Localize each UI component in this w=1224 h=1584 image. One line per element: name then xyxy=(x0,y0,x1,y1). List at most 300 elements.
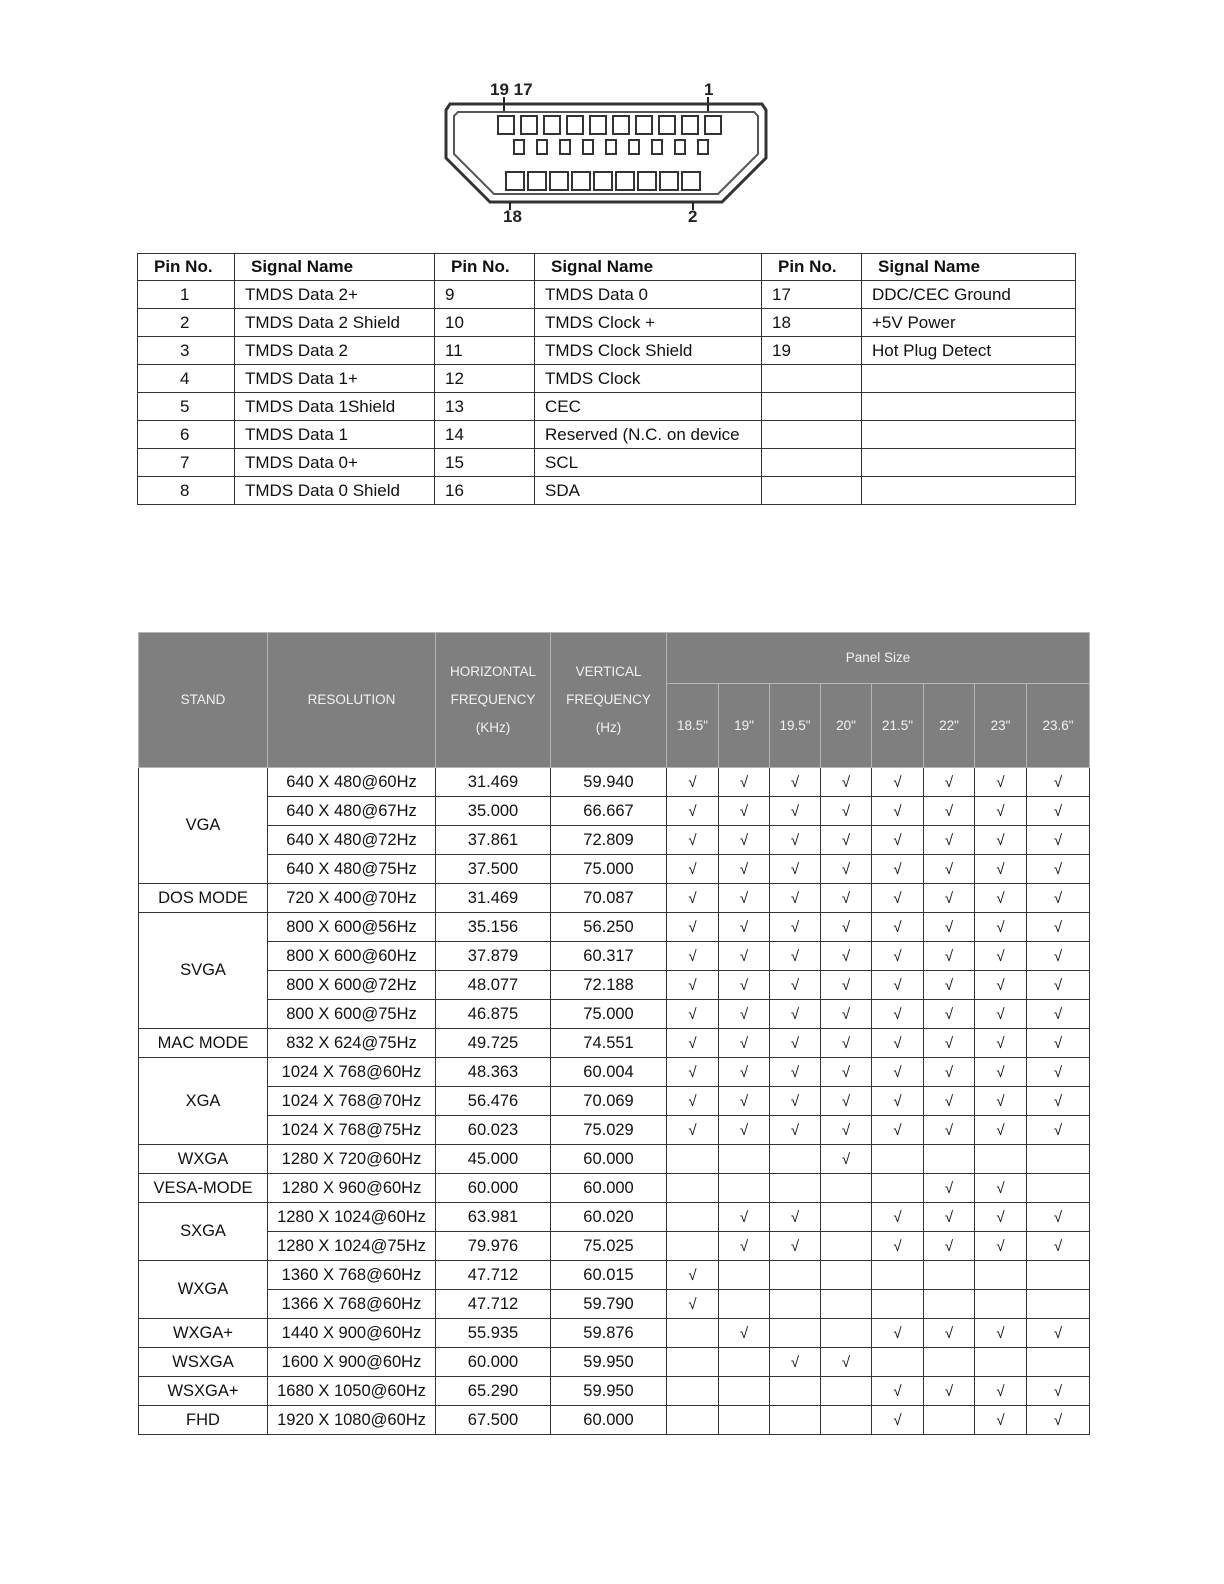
signal-name-cell: TMDS Data 0 xyxy=(535,281,762,309)
pin-number-cell xyxy=(762,449,862,477)
timing-row xyxy=(139,1174,1090,1203)
supported-check-cell: √ xyxy=(975,1232,1027,1261)
signal-name-cell: Reserved (N.C. on device xyxy=(535,421,762,449)
connector-pin xyxy=(583,140,593,154)
horizontal-frequency-cell: 56.476 xyxy=(436,1087,551,1116)
supported-check-cell: √ xyxy=(667,884,719,913)
supported-check-cell: √ xyxy=(872,1203,924,1232)
connector-pin xyxy=(638,172,656,190)
supported-check-cell: √ xyxy=(1027,797,1090,826)
supported-check-cell: √ xyxy=(719,855,770,884)
horizontal-frequency-cell: 60.023 xyxy=(436,1116,551,1145)
resolution-cell: 832 X 624@75Hz xyxy=(268,1029,436,1058)
supported-check-cell: √ xyxy=(667,1029,719,1058)
unsupported-cell xyxy=(924,1406,975,1435)
unsupported-cell xyxy=(667,1145,719,1174)
pin-number-cell xyxy=(762,393,862,421)
resolution-cell: 1280 X 720@60Hz xyxy=(268,1145,436,1174)
resolution-cell: 1360 X 768@60Hz xyxy=(268,1261,436,1290)
resolution-cell: 640 X 480@60Hz xyxy=(268,768,436,797)
unsupported-cell xyxy=(719,1145,770,1174)
resolution-cell: 800 X 600@60Hz xyxy=(268,942,436,971)
horizontal-frequency-cell: 67.500 xyxy=(436,1406,551,1435)
supported-check-cell: √ xyxy=(1027,942,1090,971)
unsupported-cell xyxy=(924,1145,975,1174)
horizontal-frequency-cell: 55.935 xyxy=(436,1319,551,1348)
panel-size-header: 21.5" xyxy=(872,684,924,768)
stand-cell: DOS MODE xyxy=(139,884,268,913)
resolution-cell: 1280 X 1024@60Hz xyxy=(268,1203,436,1232)
supported-check-cell: √ xyxy=(975,1087,1027,1116)
supported-check-cell: √ xyxy=(924,1319,975,1348)
supported-check-cell: √ xyxy=(975,1058,1027,1087)
supported-check-cell: √ xyxy=(667,1116,719,1145)
supported-check-cell: √ xyxy=(821,1000,872,1029)
timing-row xyxy=(139,884,1090,913)
unsupported-cell xyxy=(719,1377,770,1406)
pin-table-row xyxy=(138,337,1076,365)
stand-cell: SXGA xyxy=(139,1203,268,1261)
supported-check-cell: √ xyxy=(1027,1377,1090,1406)
connector-pin xyxy=(550,172,568,190)
timing-row xyxy=(139,1000,1090,1029)
connector-pin xyxy=(506,172,524,190)
resolution-cell: 640 X 480@67Hz xyxy=(268,797,436,826)
supported-check-cell: √ xyxy=(1027,884,1090,913)
signal-name-cell: TMDS Data 1+ xyxy=(235,365,435,393)
horizontal-frequency-cell: 47.712 xyxy=(436,1261,551,1290)
preset-display-modes-table xyxy=(138,632,1090,1435)
pin-number-cell: 5 xyxy=(138,393,235,421)
pin-table-row xyxy=(138,477,1076,505)
supported-check-cell: √ xyxy=(1027,1087,1090,1116)
signal-name-cell: TMDS Data 1Shield xyxy=(235,393,435,421)
supported-check-cell: √ xyxy=(975,1406,1027,1435)
supported-check-cell: √ xyxy=(719,971,770,1000)
horizontal-frequency-cell: 37.861 xyxy=(436,826,551,855)
signal-name-cell: TMDS Clock xyxy=(535,365,762,393)
vertical-frequency-cell: 60.000 xyxy=(551,1406,667,1435)
middle-pin-row xyxy=(514,140,708,154)
connector-pin xyxy=(636,116,652,134)
supported-check-cell: √ xyxy=(872,768,924,797)
pin-number-cell xyxy=(762,421,862,449)
pin-number-cell: 13 xyxy=(435,393,535,421)
pin-number-cell: 2 xyxy=(138,309,235,337)
connector-pin xyxy=(594,172,612,190)
signal-name-cell: TMDS Data 2+ xyxy=(235,281,435,309)
connector-pin xyxy=(652,140,662,154)
vertical-frequency-cell: 59.950 xyxy=(551,1377,667,1406)
unsupported-cell xyxy=(770,1145,821,1174)
stand-cell: WXGA xyxy=(139,1145,268,1174)
supported-check-cell: √ xyxy=(872,1116,924,1145)
supported-check-cell: √ xyxy=(770,768,821,797)
signal-name-cell: TMDS Data 1 xyxy=(235,421,435,449)
unsupported-cell xyxy=(667,1377,719,1406)
supported-check-cell: √ xyxy=(924,1087,975,1116)
supported-check-cell: √ xyxy=(770,1058,821,1087)
connector-pin xyxy=(705,116,721,134)
supported-check-cell: √ xyxy=(1027,1116,1090,1145)
supported-check-cell: √ xyxy=(872,942,924,971)
resolution-cell: 800 X 600@72Hz xyxy=(268,971,436,1000)
resolution-cell: 1600 X 900@60Hz xyxy=(268,1348,436,1377)
pin-number-cell: 17 xyxy=(762,281,862,309)
pin-number-cell: 8 xyxy=(138,477,235,505)
unsupported-cell xyxy=(719,1348,770,1377)
connector-pin xyxy=(572,172,590,190)
stand-cell: XGA xyxy=(139,1058,268,1145)
horizontal-frequency-cell: 47.712 xyxy=(436,1290,551,1319)
header-horizontal-frequency xyxy=(436,633,551,768)
supported-check-cell: √ xyxy=(872,1000,924,1029)
header-horizontal-line-1: HORIZONTAL xyxy=(449,664,536,679)
resolution-cell: 640 X 480@72Hz xyxy=(268,826,436,855)
connector-pin xyxy=(659,116,675,134)
pin-number-cell: 4 xyxy=(138,365,235,393)
unsupported-cell xyxy=(1027,1348,1090,1377)
supported-check-cell: √ xyxy=(1027,1232,1090,1261)
pin-number-cell: 10 xyxy=(435,309,535,337)
connector-pin xyxy=(660,172,678,190)
supported-check-cell: √ xyxy=(872,855,924,884)
supported-check-cell: √ xyxy=(975,884,1027,913)
timing-row xyxy=(139,1145,1090,1174)
supported-check-cell: √ xyxy=(667,971,719,1000)
pin-number-cell: 18 xyxy=(762,309,862,337)
pin-table-row xyxy=(138,309,1076,337)
supported-check-cell: √ xyxy=(975,1116,1027,1145)
timing-row xyxy=(139,971,1090,1000)
signal-name-cell xyxy=(862,365,1076,393)
supported-check-cell: √ xyxy=(872,884,924,913)
connector-pin xyxy=(629,140,639,154)
header-signal-name: Signal Name xyxy=(235,254,435,281)
supported-check-cell: √ xyxy=(719,1232,770,1261)
supported-check-cell: √ xyxy=(975,855,1027,884)
signal-name-cell: DDC/CEC Ground xyxy=(862,281,1076,309)
supported-check-cell: √ xyxy=(667,826,719,855)
signal-name-cell: TMDS Data 2 xyxy=(235,337,435,365)
supported-check-cell: √ xyxy=(770,884,821,913)
pin-number-cell: 15 xyxy=(435,449,535,477)
supported-check-cell: √ xyxy=(667,797,719,826)
supported-check-cell: √ xyxy=(821,1348,872,1377)
unsupported-cell xyxy=(667,1203,719,1232)
connector-pin xyxy=(514,140,524,154)
unsupported-cell xyxy=(770,1174,821,1203)
pin-table-header-row xyxy=(138,254,1076,281)
vertical-frequency-cell: 74.551 xyxy=(551,1029,667,1058)
supported-check-cell: √ xyxy=(719,1058,770,1087)
supported-check-cell: √ xyxy=(770,942,821,971)
unsupported-cell xyxy=(821,1377,872,1406)
timing-row xyxy=(139,1319,1090,1348)
resolution-cell: 1280 X 1024@75Hz xyxy=(268,1232,436,1261)
supported-check-cell: √ xyxy=(924,1000,975,1029)
timing-row xyxy=(139,1029,1090,1058)
supported-check-cell: √ xyxy=(1027,1058,1090,1087)
pin-number-cell xyxy=(762,477,862,505)
horizontal-frequency-cell: 60.000 xyxy=(436,1348,551,1377)
header-vertical-line-1: VERTICAL xyxy=(575,664,642,679)
vertical-frequency-cell: 72.809 xyxy=(551,826,667,855)
timing-row xyxy=(139,1261,1090,1290)
supported-check-cell: √ xyxy=(719,1000,770,1029)
unsupported-cell xyxy=(1027,1174,1090,1203)
unsupported-cell xyxy=(667,1232,719,1261)
unsupported-cell xyxy=(1027,1290,1090,1319)
supported-check-cell: √ xyxy=(924,855,975,884)
timing-row xyxy=(139,1058,1090,1087)
vertical-frequency-cell: 60.004 xyxy=(551,1058,667,1087)
horizontal-frequency-cell: 48.363 xyxy=(436,1058,551,1087)
supported-check-cell: √ xyxy=(975,913,1027,942)
supported-check-cell: √ xyxy=(770,797,821,826)
pin-label-19-17: 19 17 xyxy=(490,80,533,99)
horizontal-frequency-cell: 37.879 xyxy=(436,942,551,971)
vertical-frequency-cell: 60.020 xyxy=(551,1203,667,1232)
supported-check-cell: √ xyxy=(924,797,975,826)
unsupported-cell xyxy=(719,1174,770,1203)
connector-pin xyxy=(560,140,570,154)
signal-name-cell: Hot Plug Detect xyxy=(862,337,1076,365)
supported-check-cell: √ xyxy=(770,971,821,1000)
connector-pin xyxy=(590,116,606,134)
connector-pin xyxy=(698,140,708,154)
unsupported-cell xyxy=(770,1406,821,1435)
horizontal-frequency-cell: 60.000 xyxy=(436,1174,551,1203)
horizontal-frequency-cell: 31.469 xyxy=(436,884,551,913)
supported-check-cell: √ xyxy=(821,971,872,1000)
vertical-frequency-cell: 75.025 xyxy=(551,1232,667,1261)
supported-check-cell: √ xyxy=(821,1058,872,1087)
timing-row xyxy=(139,913,1090,942)
unsupported-cell xyxy=(770,1261,821,1290)
pin-number-cell: 1 xyxy=(138,281,235,309)
pin-table-row xyxy=(138,421,1076,449)
pin-table-row xyxy=(138,393,1076,421)
supported-check-cell: √ xyxy=(770,1203,821,1232)
vertical-frequency-cell: 60.000 xyxy=(551,1145,667,1174)
supported-check-cell: √ xyxy=(667,1000,719,1029)
unsupported-cell xyxy=(770,1290,821,1319)
horizontal-frequency-cell: 46.875 xyxy=(436,1000,551,1029)
bottom-pin-row xyxy=(506,172,700,190)
vertical-frequency-cell: 59.940 xyxy=(551,768,667,797)
supported-check-cell: √ xyxy=(821,884,872,913)
supported-check-cell: √ xyxy=(924,1029,975,1058)
resolution-cell: 720 X 400@70Hz xyxy=(268,884,436,913)
horizontal-frequency-cell: 37.500 xyxy=(436,855,551,884)
unsupported-cell xyxy=(821,1290,872,1319)
connector-pin xyxy=(567,116,583,134)
supported-check-cell: √ xyxy=(667,1290,719,1319)
panel-size-header: 18.5" xyxy=(667,684,719,768)
unsupported-cell xyxy=(821,1261,872,1290)
pin-table-row xyxy=(138,449,1076,477)
header-horizontal-line-2: FREQUENCY xyxy=(450,692,536,707)
timing-header-row xyxy=(139,633,1090,684)
supported-check-cell: √ xyxy=(821,855,872,884)
resolution-cell: 1280 X 960@60Hz xyxy=(268,1174,436,1203)
supported-check-cell: √ xyxy=(975,826,1027,855)
panel-size-header: 23" xyxy=(975,684,1027,768)
vertical-frequency-cell: 59.790 xyxy=(551,1290,667,1319)
unsupported-cell xyxy=(872,1261,924,1290)
pin-label-18: 18 xyxy=(503,207,522,226)
unsupported-cell xyxy=(975,1290,1027,1319)
top-pin-row xyxy=(498,116,721,134)
supported-check-cell: √ xyxy=(872,1377,924,1406)
supported-check-cell: √ xyxy=(821,768,872,797)
supported-check-cell: √ xyxy=(719,797,770,826)
pin-number-cell: 16 xyxy=(435,477,535,505)
signal-name-cell xyxy=(862,477,1076,505)
supported-check-cell: √ xyxy=(821,797,872,826)
unsupported-cell xyxy=(770,1319,821,1348)
supported-check-cell: √ xyxy=(667,1261,719,1290)
unsupported-cell xyxy=(821,1232,872,1261)
pin-label-2: 2 xyxy=(688,207,698,226)
signal-name-cell: TMDS Data 2 Shield xyxy=(235,309,435,337)
signal-name-cell xyxy=(862,393,1076,421)
resolution-cell: 1024 X 768@75Hz xyxy=(268,1116,436,1145)
connector-pin xyxy=(498,116,514,134)
header-vertical-line-2: FREQUENCY xyxy=(566,692,651,707)
vertical-frequency-cell: 56.250 xyxy=(551,913,667,942)
unsupported-cell xyxy=(821,1406,872,1435)
supported-check-cell: √ xyxy=(924,971,975,1000)
horizontal-frequency-cell: 45.000 xyxy=(436,1145,551,1174)
supported-check-cell: √ xyxy=(667,1087,719,1116)
unsupported-cell xyxy=(975,1348,1027,1377)
resolution-cell: 1366 X 768@60Hz xyxy=(268,1290,436,1319)
supported-check-cell: √ xyxy=(667,768,719,797)
supported-check-cell: √ xyxy=(1027,768,1090,797)
unsupported-cell xyxy=(821,1203,872,1232)
unsupported-cell xyxy=(872,1174,924,1203)
panel-size-header: 22" xyxy=(924,684,975,768)
supported-check-cell: √ xyxy=(872,1058,924,1087)
supported-check-cell: √ xyxy=(924,768,975,797)
resolution-cell: 1024 X 768@60Hz xyxy=(268,1058,436,1087)
unsupported-cell xyxy=(667,1319,719,1348)
signal-name-cell xyxy=(862,421,1076,449)
connector-pin xyxy=(521,116,537,134)
supported-check-cell: √ xyxy=(975,768,1027,797)
resolution-cell: 1680 X 1050@60Hz xyxy=(268,1377,436,1406)
supported-check-cell: √ xyxy=(770,1232,821,1261)
horizontal-frequency-cell: 35.000 xyxy=(436,797,551,826)
supported-check-cell: √ xyxy=(975,1000,1027,1029)
supported-check-cell: √ xyxy=(770,913,821,942)
supported-check-cell: √ xyxy=(924,884,975,913)
supported-check-cell: √ xyxy=(770,1087,821,1116)
supported-check-cell: √ xyxy=(872,1232,924,1261)
stand-cell: WXGA+ xyxy=(139,1319,268,1348)
header-pin-no: Pin No. xyxy=(435,254,535,281)
signal-name-cell: CEC xyxy=(535,393,762,421)
supported-check-cell: √ xyxy=(667,1058,719,1087)
supported-check-cell: √ xyxy=(667,855,719,884)
header-signal-name: Signal Name xyxy=(862,254,1076,281)
supported-check-cell: √ xyxy=(821,1029,872,1058)
unsupported-cell xyxy=(872,1145,924,1174)
signal-name-cell: TMDS Clock + xyxy=(535,309,762,337)
supported-check-cell: √ xyxy=(924,1174,975,1203)
supported-check-cell: √ xyxy=(924,1203,975,1232)
vertical-frequency-cell: 59.876 xyxy=(551,1319,667,1348)
panel-size-header: 23.6" xyxy=(1027,684,1090,768)
unsupported-cell xyxy=(667,1348,719,1377)
unsupported-cell xyxy=(719,1406,770,1435)
connector-pin xyxy=(537,140,547,154)
supported-check-cell: √ xyxy=(667,913,719,942)
timing-row xyxy=(139,768,1090,797)
resolution-cell: 1440 X 900@60Hz xyxy=(268,1319,436,1348)
header-pin-no: Pin No. xyxy=(138,254,235,281)
supported-check-cell: √ xyxy=(924,1232,975,1261)
pin-number-cell xyxy=(762,365,862,393)
pin-number-cell: 12 xyxy=(435,365,535,393)
resolution-cell: 800 X 600@75Hz xyxy=(268,1000,436,1029)
vertical-frequency-cell: 75.029 xyxy=(551,1116,667,1145)
connector-pin xyxy=(616,172,634,190)
supported-check-cell: √ xyxy=(975,1377,1027,1406)
supported-check-cell: √ xyxy=(1027,1319,1090,1348)
connector-pin xyxy=(544,116,560,134)
pin-number-cell: 14 xyxy=(435,421,535,449)
signal-name-cell xyxy=(862,449,1076,477)
supported-check-cell: √ xyxy=(1027,1406,1090,1435)
timing-row xyxy=(139,1087,1090,1116)
timing-row xyxy=(139,942,1090,971)
unsupported-cell xyxy=(667,1406,719,1435)
timing-row xyxy=(139,1290,1090,1319)
supported-check-cell: √ xyxy=(770,826,821,855)
supported-check-cell: √ xyxy=(821,1116,872,1145)
timing-row xyxy=(139,1203,1090,1232)
unsupported-cell xyxy=(924,1290,975,1319)
supported-check-cell: √ xyxy=(1027,826,1090,855)
supported-check-cell: √ xyxy=(719,884,770,913)
vertical-frequency-cell: 70.087 xyxy=(551,884,667,913)
supported-check-cell: √ xyxy=(924,913,975,942)
supported-check-cell: √ xyxy=(1027,1029,1090,1058)
stand-cell: VESA-MODE xyxy=(139,1174,268,1203)
supported-check-cell: √ xyxy=(719,1319,770,1348)
supported-check-cell: √ xyxy=(1027,913,1090,942)
supported-check-cell: √ xyxy=(821,1145,872,1174)
supported-check-cell: √ xyxy=(719,768,770,797)
hdmi-connector-diagram xyxy=(440,76,772,230)
horizontal-frequency-cell: 31.469 xyxy=(436,768,551,797)
supported-check-cell: √ xyxy=(1027,1203,1090,1232)
connector-pin xyxy=(528,172,546,190)
vertical-frequency-cell: 60.317 xyxy=(551,942,667,971)
header-pin-no: Pin No. xyxy=(762,254,862,281)
unsupported-cell xyxy=(719,1290,770,1319)
panel-size-header: 19.5" xyxy=(770,684,821,768)
supported-check-cell: √ xyxy=(770,1029,821,1058)
unsupported-cell xyxy=(872,1348,924,1377)
timing-row xyxy=(139,1232,1090,1261)
timing-row xyxy=(139,797,1090,826)
supported-check-cell: √ xyxy=(924,1377,975,1406)
timing-row xyxy=(139,1348,1090,1377)
